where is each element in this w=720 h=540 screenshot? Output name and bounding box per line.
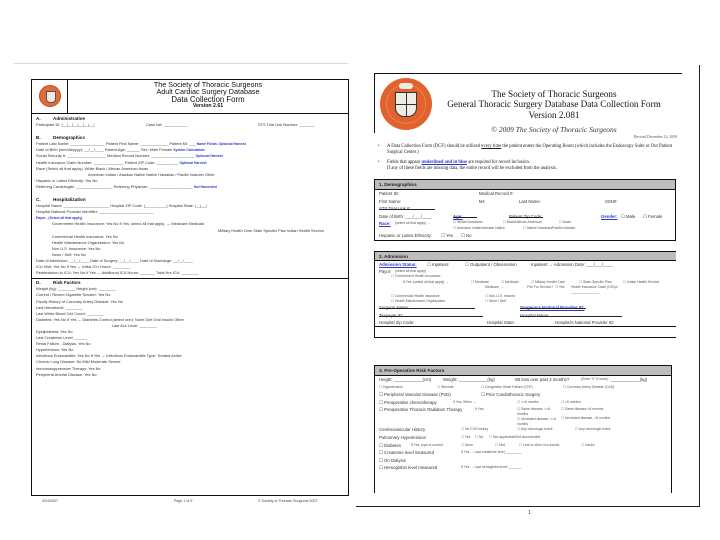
general-thoracic-form-page bbox=[356, 65, 700, 516]
form-row[interactable]: Height: ____________(cm) Weight: ____________(kg) Wt loss over past 3 months? (Enter "0" if none) ____________(kg) bbox=[379, 377, 648, 382]
title-line: General Thoracic Surgery Database Data Collection Form bbox=[447, 99, 661, 110]
form-row[interactable]: ICU Visit: Yes No If Yes → Initial ICU Hours: ________ bbox=[36, 264, 131, 270]
page-number: 1 bbox=[528, 510, 531, 516]
form-row[interactable]: Health Maintenance Organization: Yes No bbox=[52, 239, 125, 245]
form-title bbox=[68, 81, 348, 111]
form-row[interactable]: Patient ID: Medical Record #: bbox=[379, 191, 514, 196]
copyright: © 2009 The Society of Thoracic Surgeons bbox=[491, 125, 617, 134]
instruction-item: • A Data Collection Form (DCF) should be utilized every time the patient enters the Operating Room (which includes the Endoscopy Suite or Out Patient Surgical Center.) bbox=[376, 144, 676, 156]
footer-date: 4/24/2007 bbox=[42, 499, 58, 503]
form-row[interactable]: Hypertension: Yes No bbox=[36, 347, 74, 353]
risk-factors-section bbox=[374, 365, 672, 493]
form-row[interactable]: ☐ Preoperative Thoracic Radiation Therapy If Yes: ☐ Same disease, <=6 months ☐ Same disease >6 months ☐ Unrelated disease, <=6 months ☐ Unrelated disease, >6 months bbox=[379, 407, 611, 426]
section-heading: D. Risk Factors bbox=[36, 280, 81, 286]
logo-cell bbox=[32, 80, 68, 114]
form-row[interactable]: Taxpayer ID: Hospital Name: bbox=[375, 312, 676, 320]
form-row[interactable]: Current / Recent Cigarette Smoker: Yes No bbox=[36, 292, 111, 298]
form-row[interactable]: Government Health Insurance: Yes No If Yes, select all that apply: → Medicare Medicaid bbox=[52, 221, 205, 227]
title-line: Adult Cardiac Surgery Database bbox=[156, 87, 260, 97]
section-heading: 3. Pre-Operative Risk Factors bbox=[375, 366, 671, 376]
footer-copyright: © Society of Thoracic Surgeons 2007 bbox=[258, 499, 318, 503]
form-row[interactable]: ☐ Hypertension ☐ Steroids ☐ Congestive Heart Failure (CHF) ☐ Coronary Artery Disease (CAD) bbox=[379, 384, 615, 389]
form-row[interactable]: Infectious Endocarditis: Yes No If Yes → Infectious Endocarditis Type: Treated Active bbox=[36, 353, 182, 359]
form-row[interactable]: Hospital Name: _____________________ Hospital ZIP Code: |__________| Hospital State: |__|__| bbox=[36, 203, 207, 209]
form-row[interactable]: Race (Select all that apply): White Black / African American Asian bbox=[36, 165, 149, 171]
form-row[interactable]: First Name: MI: Last Name: SSN#: bbox=[379, 198, 618, 204]
form-row[interactable]: Social Security #: __________________ Medical Record Number: ____________________ Optional Harvest bbox=[36, 153, 223, 159]
form-row: Payor - (Select all that apply) bbox=[36, 216, 83, 221]
form-row[interactable]: Last Creatinine Level: ______ bbox=[36, 335, 88, 341]
form-row[interactable]: Referring Cardiologist: _________________ Referring Physician: ____________________ Not Harvested bbox=[36, 183, 217, 189]
form-row[interactable]: Date of Birth: ___/___/____ Age: Patient Zip Code: Gender: ☐ Male ☐ Female bbox=[379, 213, 663, 219]
form-row[interactable]: Chronic Lung Disease: No Mild Moderate Severe bbox=[36, 359, 121, 365]
section-divider bbox=[32, 278, 348, 279]
form-row[interactable]: Dyslipidemia: Yes No bbox=[36, 329, 73, 334]
form-row[interactable]: ☐ Commercial Health Insurance ☐ Non-U.S. Insured bbox=[391, 294, 516, 299]
form-row[interactable]: Admission Status: ☐ Inpatient ☐ Outpatient / Observation Inpatient → Admission Date: ___/___/____ bbox=[379, 262, 613, 267]
case-id-field[interactable]: Case Id#: ___________ bbox=[146, 122, 188, 128]
form-row[interactable]: Surgeon Name: Surgeon's National Provider ID: bbox=[379, 305, 585, 311]
form-row[interactable]: Readmission to ICU: Yes No If Yes → Additional ICU Hours: _______ Total Hrs ICU: ________ bbox=[36, 270, 199, 276]
form-row[interactable]: Cerebrovascular History ☐ No CVD history ☐ Any neurologic event ☐ Any neurologic event bbox=[379, 427, 611, 433]
form-row[interactable]: None / Self: Yes No bbox=[52, 251, 86, 257]
form-row[interactable]: ☐ Diabetes If Yes, type of control: ☐ None ☐ Diet ☐ Oral or other non-insulin ☐ Insulin bbox=[379, 442, 595, 448]
participant-id-field[interactable]: Participant ID: |__|__|__|__|__|__| bbox=[36, 122, 95, 128]
version-label: Version 2.081 bbox=[528, 109, 580, 120]
trial-link-field[interactable]: STS Trial Link Number: _______ bbox=[258, 122, 315, 128]
title-line: Data Collection Form bbox=[171, 94, 245, 104]
revised-date: Revised December 14, 2009 bbox=[633, 135, 677, 139]
form-row[interactable]: Family History of Coronary Artery Disease: Yes No bbox=[36, 298, 123, 304]
footer-page: Page 1 of 9 bbox=[174, 499, 193, 503]
form-row[interactable]: Last Hematocrit: ________ bbox=[36, 304, 83, 310]
form-row[interactable]: Renal Failure - Dialysis: Yes No bbox=[36, 341, 91, 347]
adult-cardiac-form-page bbox=[31, 79, 349, 496]
form-row[interactable]: Date of Birth (mm/dd/yyyy): __/__/____ Patient Age: ______ Sex: Male Female System Calculation bbox=[36, 147, 205, 153]
form-header bbox=[32, 80, 348, 114]
version-label: Version 2.61 bbox=[192, 103, 224, 110]
form-row[interactable]: Weight (kg): ________ Height (cm): ________ bbox=[36, 286, 116, 292]
form-row[interactable]: ☐ On Dialysis bbox=[379, 457, 406, 463]
section-heading: A. Administrative bbox=[36, 116, 85, 121]
form-title bbox=[438, 89, 670, 120]
form-row[interactable]: Immunosuppressive Therapy: Yes No bbox=[36, 365, 101, 371]
form-row[interactable]: Hispanic or Latino Ethnicity: Yes No bbox=[36, 177, 98, 183]
section-heading: B. Demographics bbox=[36, 135, 85, 141]
form-row[interactable]: Hospital National Provider Identifier: _________________________ bbox=[36, 209, 154, 215]
section-heading: C. Hospitalization bbox=[36, 197, 86, 203]
title-line: The Society of Thoracic Surgeons bbox=[153, 80, 263, 89]
title-line: The Society of Thoracic Surgeons bbox=[491, 89, 617, 99]
form-row: Payor: (select all that apply) bbox=[379, 268, 427, 274]
form-row[interactable]: Medicare → Fee For Service? ☐ Yes Health Insurance Claim (HIC)#: _______________ bbox=[485, 285, 619, 294]
sts-seal-icon bbox=[380, 78, 432, 130]
demographics-section bbox=[374, 179, 676, 241]
form-row[interactable]: Commercial Health Insurance: Yes No bbox=[52, 233, 118, 239]
form-body bbox=[36, 115, 344, 378]
admission-section bbox=[374, 251, 676, 338]
instruction-item: • Fields that appear underlined and in blue are required for record inclusion. If any of these fields are missing data, the entire record will be excluded from the analysis. bbox=[376, 160, 676, 172]
form-row[interactable]: Peripheral Arterial Disease: Yes No bbox=[36, 371, 97, 377]
form-row[interactable]: Hispanic or Latino Ethnicity: ☐ Yes ☐ No bbox=[379, 233, 472, 239]
form-row bbox=[36, 122, 344, 128]
form-row[interactable]: ☐ Preoperative chemotherapy If Yes, When → ☐ <=6 months ☐ >6 months bbox=[379, 399, 581, 405]
form-row[interactable]: If Yes: (select all that apply) → ☐ Medicare ☐ Medicaid ☐ Military Health Care ☐ State-Specific Plan ☐ Indian Health Service bbox=[403, 279, 660, 284]
form-row[interactable]: ☐ Hemoglobin level measured If Yes → Last hemoglobin level _______ bbox=[379, 465, 522, 471]
section-heading: 2. Admission bbox=[375, 251, 676, 261]
form-row[interactable]: Non U.S. Insurance: Yes No bbox=[52, 245, 101, 251]
form-row[interactable]: Date of Admission: __/__/____ Date of Surgery: __/__/____ Date of Discharge: __/__/____ bbox=[36, 257, 193, 263]
form-row[interactable]: American Indian / Alaskan Native Native Hawaiian / Pacific Islander Other bbox=[88, 171, 215, 177]
sts-seal-icon bbox=[39, 85, 61, 107]
instructions-list bbox=[376, 144, 676, 176]
form-row[interactable]: Pulmonary Hypertension ☐ Yes ☐ No ☐ Not applicable/Not documented bbox=[379, 434, 541, 440]
form-row[interactable]: Race: (select all that apply) → ☐ White/Caucasian ☐ Black/African American ☐ Asian ☐ American Indian/Alaskan Native ☐ Native Hawaiian/Pacific Islander bbox=[379, 220, 576, 231]
form-row[interactable]: Diabetes: Yes No If Yes → Diabetes Control (select one): None Diet Oral Insulin Other bbox=[36, 316, 184, 322]
form-row[interactable]: ☐ Peripheral Vascular Disease (PVD) ☐ Prior Cardiothoracic Surgery bbox=[379, 392, 541, 398]
form-row[interactable]: Health Insurance Claim Number: ______________ Patient ZIP Code: __________ Optional Harvest bbox=[36, 159, 207, 165]
section-heading: 1. Demographics bbox=[375, 180, 675, 190]
form-row[interactable]: Military Health Care State Specific Plan Indian Health Service bbox=[218, 227, 324, 233]
form-row[interactable]: Last A1c Level: ________ bbox=[112, 322, 157, 328]
form-row[interactable]: Patient Last Name: ________________ Patient First Name: _____________ Patient MI: ___ Name Fields: Optional Harvest bbox=[36, 141, 246, 147]
form-row[interactable]: ☐ Creatinine level measured If Yes → Last creatinine level_________ bbox=[379, 450, 522, 456]
form-row[interactable]: Last White Blood Cell Count: ________ bbox=[36, 310, 105, 316]
form-row[interactable]: ☐ Health Maintenance Organization ☐ None / Self bbox=[391, 299, 506, 304]
form-row[interactable]: ☐ Government Health Insurance: bbox=[391, 274, 442, 279]
form-row[interactable]: Hospital Zip Code: Hospital State: Hospital's National Provider ID: bbox=[375, 319, 676, 327]
divider bbox=[14, 63, 348, 64]
form-row[interactable]: STS Trial Link #: bbox=[375, 205, 675, 213]
